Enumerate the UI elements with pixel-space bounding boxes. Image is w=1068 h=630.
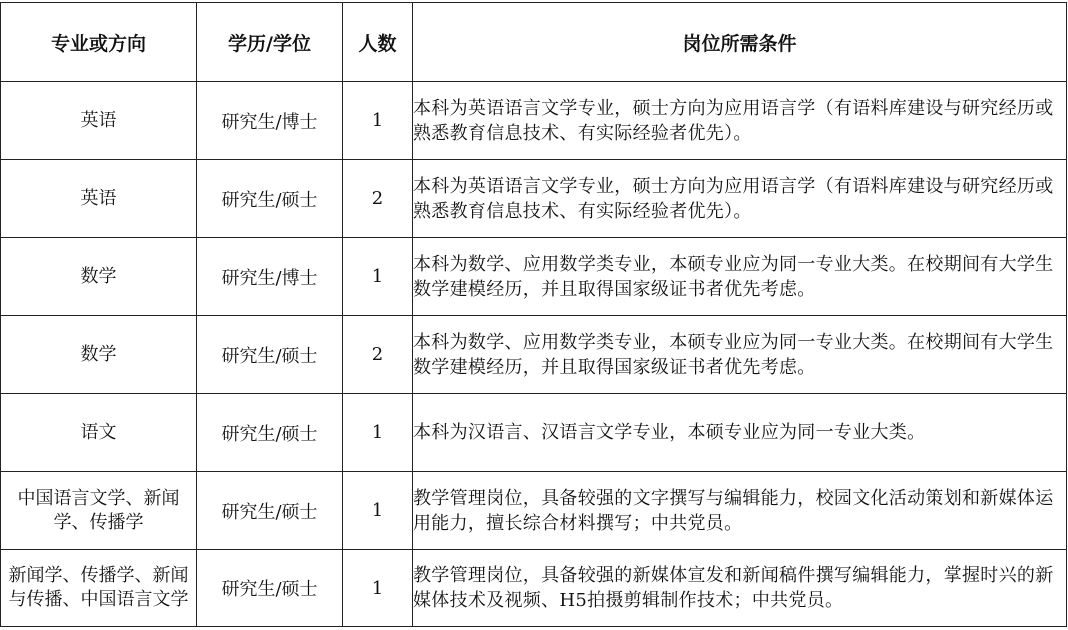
degree-cell: 研究生/硕士 [197,160,343,238]
major-cell: 新闻学、传播学、新闻与传播、中国语言文学 [1,550,197,627]
count-cell: 2 [343,160,413,238]
count-cell: 1 [343,238,413,316]
header-requirements: 岗位所需条件 [413,3,1067,82]
header-row [1,3,1067,82]
header-degree: 学历/学位 [197,3,343,82]
count-cell: 1 [343,472,413,550]
requirements-cell: 本科为数学、应用数学类专业，本硕专业应为同一专业大类。在校期间有大学生数学建模经历，并且取得国家级证书者优先考虑。 [413,238,1067,316]
header-major: 专业或方向 [1,3,197,82]
requirements-cell: 本科为英语语言文学专业，硕士方向为应用语言学（有语料库建设与研究经历或熟悉教育信息技术、有实际经验者优先）。 [413,82,1067,160]
count-cell: 1 [343,82,413,160]
degree-cell: 研究生/硕士 [197,316,343,394]
degree-cell: 研究生/硕士 [197,472,343,550]
requirements-cell: 本科为汉语言、汉语言文学专业，本硕专业应为同一专业大类。 [413,394,1067,472]
requirements-cell: 本科为数学、应用数学类专业，本硕专业应为同一专业大类。在校期间有大学生数学建模经历，并且取得国家级证书者优先考虑。 [413,316,1067,394]
count-cell: 1 [343,550,413,627]
table-row [1,316,1067,394]
count-cell: 2 [343,316,413,394]
count-cell: 1 [343,394,413,472]
table-row [1,160,1067,238]
degree-cell: 研究生/博士 [197,238,343,316]
degree-cell: 研究生/硕士 [197,550,343,627]
requirements-cell: 本科为英语语言文学专业，硕士方向为应用语言学（有语料库建设与研究经历或熟悉教育信息技术、有实际经验者优先）。 [413,160,1067,238]
table-row [1,550,1067,627]
table-row [1,394,1067,472]
recruitment-table [0,2,1067,627]
table-row [1,82,1067,160]
header-count: 人数 [343,3,413,82]
degree-cell: 研究生/硕士 [197,394,343,472]
major-cell: 中国语言文学、新闻学、传播学 [1,472,197,550]
table-row [1,238,1067,316]
requirements-cell: 教学管理岗位，具备较强的新媒体宣发和新闻稿件撰写编辑能力，掌握时兴的新媒体技术及视频、H5拍摄剪辑制作技术；中共党员。 [413,550,1067,627]
major-cell: 英语 [1,82,197,160]
major-cell: 语文 [1,394,197,472]
major-cell: 英语 [1,160,197,238]
major-cell: 数学 [1,316,197,394]
degree-cell: 研究生/博士 [197,82,343,160]
major-cell: 数学 [1,238,197,316]
requirements-cell: 教学管理岗位，具备较强的文字撰写与编辑能力，校园文化活动策划和新媒体运用能力，擅长综合材料撰写；中共党员。 [413,472,1067,550]
table-row [1,472,1067,550]
